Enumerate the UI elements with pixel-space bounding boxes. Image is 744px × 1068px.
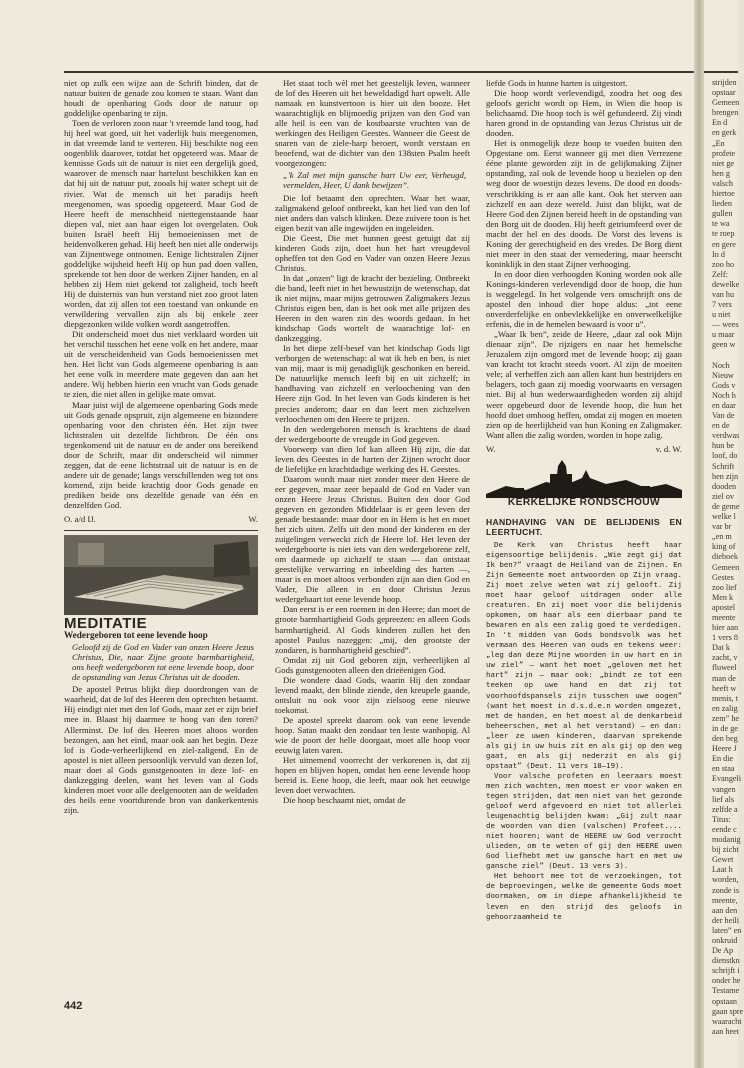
paragraph: Het is onmogelijk deze hoop te voeden buiten den Opgestane om. Eerst wanneer gij met dien Verrezene ééne plante geworden zijt in de gelijkmaking Zijner opstanding, zal ook de levende hoop u bezielen op den weg door de woestijn dezes levens. De dood en doods-verschrikking is er aan alle kant. Ook het sterven aan zichzelf en aan deze wereld. Juist dan blijkt, wat de Heere God den Zijnen bereid heeft in de opstanding van den Borg uit de dooden. Hij heeft getriumfeerd over de macht der hel en des doods. De Vorst des levens is Koning der gerechtigheid en des vredes. De Borg dient niet meer in den staat der vernedering, maar heerscht koninklijk in den staat Zijner verhooging. <box>486 138 682 269</box>
cropped-line: Heere J <box>712 744 737 754</box>
cropped-line: de geme <box>712 501 740 511</box>
cropped-line: zem” he <box>712 713 740 723</box>
section-heading: HANDHAVING VAN DE BELIJDENIS EN LEERTUCHT. <box>486 516 682 537</box>
cropped-line: en staa <box>712 764 735 774</box>
cropped-line: hier aan <box>712 623 739 633</box>
cropped-line: aan den <box>712 905 738 915</box>
paragraph: Het uitnemend voorrecht der verkorenen is, dat zij hopen en blijven hopen, omdat hen eene levende hoop bereid is. Eene hoop, die leeft, maar ook het eeuwige leven doet verwachten. <box>275 755 470 796</box>
meditatie-illustration <box>64 535 258 615</box>
header-rule <box>64 71 738 73</box>
cropped-line: loof, do <box>712 451 738 461</box>
cropped-line: geen w <box>712 340 736 350</box>
paragraph: In en door dien verhoogden Koning worden ook alle Konings-kinderen verlevendigd door de hoop, die hun is weggelegd. In het volgende vers omschrijft ons de apostel den inhoud dier hope aldus: „tot eene onverderfelijke en onbevlekkelijke en onverwelkelijke erfenis, die in de hemelen bewaard is voor u”. <box>486 268 682 330</box>
cropped-line: verdwas <box>712 431 740 441</box>
cropped-line: opstaar <box>712 88 736 98</box>
paragraph: In dat „onzen” ligt de kracht der bezieling. Ontbreekt die band, leeft niet in het bewustzijn de wetenschap, dat ik niet mijns, maar mijns getrouwen Zaligmakers Jezus Christus eigen ben, dan is het ook met alle prijzen des Heeren in den waren zin des woords gedaan. In het kindschap Gods wortelt de waarachtige lof- en dankzegging. <box>275 272 470 344</box>
paragraph: Maar juist wijl de algemeene openbaring Gods mede uit Gods genade opspruit, zijn algemeene en bizondere openbaring voor den christen één. Het zijn twee lichtstralen uit dezelfde lichtbron. De één ons tegenkomend uit de natuur en de ander ons bereikend door de Schrift, maar dit onderscheid wil nimmer zeggen, dat de eene lichtstraal uit de natuur is en de andere uit de genade; langs verschillenden weg tot ons komend, zijn beide krachtig door Gods genade en prediken beide ons dezelfde genade van één en denzelfden God. <box>64 399 258 510</box>
cropped-line: aan heet <box>712 1026 740 1036</box>
cropped-line: te roep <box>712 229 735 239</box>
cropped-line: dooden <box>712 481 737 491</box>
cropped-line <box>704 351 744 361</box>
divider <box>64 530 258 531</box>
cropped-line: worden, <box>712 875 739 885</box>
cropped-line: hiertoe <box>712 189 735 199</box>
cropped-line: Testame <box>712 986 740 996</box>
cropped-line: en gere <box>712 239 736 249</box>
column-2 <box>275 78 470 1038</box>
paragraph: Dit onderscheid moet dus niet verklaard worden uit het verschil tusschen het eene volk en het andere, maar uit de verscheidenheid van Gods bemoeienissen met hen. Het licht van Gods algemeene openbaring is aan het eene volk in meerdere mate gegeven dan aan het andere. Wij hebben hierin een vrucht van Gods genade te zien, die niet allen in gelijke mate omvat. <box>64 329 258 400</box>
cropped-line: u niet <box>712 310 731 320</box>
cropped-line: En die <box>712 754 734 764</box>
cropped-line: De Ap <box>712 946 734 956</box>
paragraph: Toen de verloren zoon naar 't vreemde land toog, had hij heel wat goed, uit het vaderlijk huis meegenomen, in dat vreemde land te verteren. Hij beschikte nog een oogenblik daarover, totdat het opgeteerd was. Maar de kennisse Gods uit de natuur is niet een dergelijk goed, waarover de mensch naar hartelust beschikken kan en dat hij uit de natuur put, zooals hij water schept uit de rivier. Wat de mensch uit het paradijs heeft meegenomen, was spoedig opgeteerd. Maar God de Heere heeft de menschheid niettegenstaande haar diepen val, niet aan haar eigen lot overgelaten. Ook buiten Israël heeft Hij bemoeienissen met de heidenvolkeren gehad. Hij heeft hen niet alle onderwijs van Zijnentwege ontnomen. Eenige lichtstralen Zijner goddelijke wijsheid heeft Hij op hun pad doen vallen, sprekende tot hen door de werken Zijner handen, en al hebben zij Hem niet gekend tot zaligheid, toch heeft Hij de duisternis van hun verstand niet zoo groot laten worden, dat zij allen tot een toestand van onkunde en verwildering vervallen zijn als bij enkele zeer diepgezonken wilde volken wordt aangetroffen. <box>64 118 258 330</box>
meditatie-quote: Geloofd zij de God en Vader van onzen Heere Jezus Christus, Die, naar Zijne groote barmhartigheid, ons heeft wedergeboren tot eene levende hoop, door de opstanding van Jezus Christus uit de dooden. <box>72 642 254 683</box>
cropped-line: vangen <box>712 784 736 794</box>
cropped-line: „En <box>712 138 725 148</box>
cropped-line: niet ge <box>712 158 735 168</box>
cropped-line: Schrift <box>712 461 735 471</box>
signature-left: W. <box>486 443 496 454</box>
cropped-line: zoo ho <box>712 259 735 269</box>
cropped-line: Dat k <box>712 643 730 653</box>
cropped-line: in de ge <box>712 724 738 733</box>
cropped-line: zacht, v <box>712 653 738 663</box>
cropped-line: lieden <box>712 199 733 209</box>
cropped-line: u maar <box>712 330 735 340</box>
page-gutter <box>694 0 704 1068</box>
cropped-line: modanig <box>712 835 741 845</box>
cropped-line: waaracht <box>712 1016 742 1026</box>
cropped-line: menis, t <box>712 693 738 703</box>
paragraph: In den wedergeboren mensch is krachtens de daad der wedergeboorte de vreugde in God gegeven. <box>275 423 470 444</box>
cropped-line: en de <box>712 421 730 431</box>
paragraph: niet op zulk een wijze aan de Schrift binden, dat de natuur buiten de genade zou komen te staan. Want dan houdt de openbaring Gods door de natuur op goddelijke openbaring te zijn. <box>64 78 258 119</box>
cropped-line: dieboek <box>712 552 738 562</box>
paragraph: Het behoort mee tot de verzoekingen, tot de beproevingen, welke de gemeente Gods moet doormaken, om in diepe afhankelijkheid te leven en den strijd des geloofs in gehoorzaamheid te <box>486 871 682 921</box>
paragraph: De apostel spreekt daarom ook van eene levende hoop. Satan maakt den zondaar ten leste wanhopig. Al wie de poort der helle doorgaat, moet alle hoop voor eeuwig laten varen. <box>275 714 470 756</box>
paragraph: Omdat zij uit God geboren zijn, verheerlijken al Gods gunstgenooten alleen den drieëenigen God. <box>275 654 470 675</box>
cropped-line: Zelf: <box>712 269 728 279</box>
cropped-line: meente <box>712 612 736 622</box>
cropped-line: profete <box>712 148 736 158</box>
cropped-line: Gemeen <box>712 562 740 572</box>
cropped-line: heeft w <box>712 683 737 693</box>
cropped-line: der heili <box>712 915 740 925</box>
cropped-line: man de <box>712 673 736 683</box>
paragraph: „Waar Ik ben”, zeide de Heere, „daar zal ook Mijn dienaar zijn”. De rijzigers en naar het hemelsche Jeruzalem zijn omgord met de levende hoop; zij gaan van kracht tot kracht steeds voort. Al zijn de moeiten vele; al verheffen zich aan allen kant hun bestrijders en belagers, toch gaan zij moedig voorwaarts en versagen niet. Bij al hun wederwaardigheden worden zij altijd weer opgebeurd door de levende hoop, die hun het hoofd doet omhoog heffen, omdat zij mogen en moeten zien op de heerlijkheid van hun Koning en Zaligmaker. Want allen die zalig worden, worden in hope zalig. <box>486 329 682 440</box>
cropped-line: meente, <box>712 895 738 905</box>
column-3 <box>486 78 682 1038</box>
cropped-line: laten” en <box>712 925 742 935</box>
signature-right: v. d. W. <box>655 443 682 454</box>
cropped-line: eende c <box>712 824 737 834</box>
cropped-line: „en m <box>712 532 732 542</box>
cropped-line: 1 vers 8 <box>712 633 738 643</box>
cropped-line: In d <box>712 249 725 259</box>
cropped-line: — wees <box>712 320 739 330</box>
paragraph: Die lof betaamt den oprechten. Waar het waar, zaligmakend geloof ontbreekt, kan het lied van den lof niet anders dan valsch klinken. Deze zuivere toon is het eigen bezit van alle ingewijden en ingeleiden. <box>275 192 470 233</box>
paragraph: De apostel Petrus blijkt diep doordrongen van de waarheid, dat de lof des Heeren den oprechten betaamt. Hij eindigt niet met den lof Gods, maar zet er zijn brief mee in. Blaast hij daarmee te hoog van den toren? Allerminst. De lof des Heeren moet altoos worden bezongen, aan het eind, maar ook aan het begin. Deze lof is Gode-verheerlijkend en ziel-zaligend. En de apostel is niet alleen persoonlijk vervuld van dezen lof, maar doet al Gods gunstgenooten in deze lof- en dankzegging deelen, want het leven van al Gods kinderen moet voor alle deelgenooten aan de weldaden des heils eene voortdurende bron van dankerkentenis zijn. <box>64 684 258 815</box>
cropped-line: en zalig <box>712 703 738 713</box>
cropped-line: te wa <box>712 219 730 229</box>
meditatie-title: MEDITATIE <box>64 615 148 633</box>
cropped-line: fluweel <box>712 663 737 673</box>
cropped-line: den beg <box>712 734 738 744</box>
cropped-line: dewelke <box>712 279 740 289</box>
cropped-line: Men k <box>712 592 734 602</box>
cropped-line: 7 vers <box>712 300 732 310</box>
cropped-line: Titus: <box>712 814 731 824</box>
cropped-line: hen g <box>712 168 730 178</box>
paragraph: Die hoop wordt verlevendigd, zoodra het oog des geloofs gericht wordt op Hem, in Wien die hoop is belichaamd. Die hoop toch is wèl gefundeerd. Zij vindt haren grond in de opstanding van Jezus Christus uit de dooden. <box>486 88 682 139</box>
psalm-quote: „'k Zal met mijn gansche hart Uw eer, Verheugd, vermelden, Heer, U dank bewijzen”. <box>283 170 466 191</box>
cropped-line: welke l <box>712 512 736 522</box>
paragraph: liefde Gods in hunne harten is uitgestort. <box>486 78 628 88</box>
cropped-line: Nieuw <box>712 370 734 380</box>
cropped-line: strijden <box>712 78 737 87</box>
meditatie-subtitle: Wedergeboren tot eene levende hoop <box>64 630 208 641</box>
kerkelijke-rondschouw-title: KERKELIJKE RONDSCHOUW <box>507 496 661 508</box>
cropped-line: gaan spre <box>712 1006 744 1016</box>
cropped-line: en gerk <box>712 128 737 138</box>
cropped-line: onkruid <box>712 935 738 945</box>
cropped-line: van hu <box>712 289 735 299</box>
cropped-line: king of <box>712 542 736 552</box>
cropped-line: Laat h <box>712 865 733 875</box>
cropped-line: Van de <box>712 411 735 421</box>
cropped-line: Noch <box>712 360 730 370</box>
paragraph: Voorwerp van dien lof kan alleen Hij zijn, die dat leven des Geestes in de harten der Zijnen wrocht door de liefelijke en krachtdadige werking des H. Geestes. <box>275 443 470 474</box>
paragraph: Die wondere daad Gods, waarin Hij den zondaar levend maakt, den blinde ziende, den kreupele gaande, ontsluit nu ook voor zijn zielsoog eene nieuwe toekomst. <box>275 674 470 715</box>
cropped-line: opstaan <box>712 996 738 1006</box>
signature-left: O. a/d IJ. <box>64 514 96 525</box>
kerkelijke-rondschouw-banner <box>486 460 682 514</box>
paragraph: Daarom wordt maar niet zonder meer den Heere de eer gegeven, maar zeer bepaald de God en Vader van onzen Heere Jezus Christus. Buiten den door God gegeven en gezonden Middelaar is er geen leven der genade bestaande: maar door en in Hem is het en moet het zich uiten. Zelfs uit den mond der kinderen en der zuigelingen verweckt zich de Heere lof. Het leven der wedergeboorte is niet iets van den wedergeborene zelf, om daarmede op zichzelf te staan — dan ontstaat geestelijke verwarring en inbeelding des harten —, maar is en moet altoos verbonden zijn aan dien God en Vader, Die alleen in en door Christus Jezus wedergebaart tot eene levende hoop. <box>275 473 470 605</box>
paragraph: Die hoop beschaamt niet, omdat de <box>283 795 406 806</box>
cropped-line: var br <box>712 522 732 532</box>
cropped-line: En d <box>712 118 728 128</box>
cropped-line: valsch <box>712 178 733 188</box>
signature-row <box>486 444 682 454</box>
cropped-line: Gods v <box>712 380 736 390</box>
paragraph: Dan eerst is er een roemen in den Heere; dan moet de groote barmhartigheid Gods gepreezen: en alleen Gods barmhartigheid. Al Gods kinderen zullen het den apostel Paulus nazeggen: „mij, den grootste der zondaren, is barmhartigheid geschied”. <box>275 604 470 655</box>
paragraph: In het diepe zelf-besef van het kindschap Gods ligt verborgen de wetenschap: al wat ik heb en ben, is niet van mij, maar is mij genadiglijk geschonken en bereid. De natuurlijke mensch leeft bij en uit zichzelf; in handhaving van zichzelf en verloochening van den Heere zijn God. In het leven van Gods kinderen is het precies anderom; daar en dan leert men zichzelven verloochenen om den Heere te prijzen. <box>275 343 470 424</box>
paragraph: Het staat toch wèl met het geestelijk leven, wanneer de lof des Heeren uit het beweldadigd hart opwelt. Alle namaak en kunstvertoon is hier uit den booze. Het waarachtiglijk en blijmoedig prijzen van den God van alle heil is een van de kostbaarste vruchten van de werkingen des Heiligen Geestes. Wanneer die Geest de snaren van de ziele-harp beroert, wordt verstaan en beoefend, wat de dichter van den 138sten Psalm heeft voorgezongen: <box>275 78 470 169</box>
column-4-cropped <box>704 78 744 1038</box>
cropped-line: en daar <box>712 401 736 410</box>
signature-right: W. <box>248 514 258 525</box>
church-silhouette-icon <box>486 460 682 498</box>
cropped-line: apostel <box>712 602 736 612</box>
cropped-line: brengen <box>712 108 739 118</box>
cropped-line: gullen <box>712 209 733 219</box>
signature-row <box>64 514 258 524</box>
page-number: 442 <box>64 1000 83 1012</box>
cropped-line: ziel ov <box>712 491 735 501</box>
cropped-line: Gestes <box>712 572 734 582</box>
cropped-line: Gewet <box>712 855 734 865</box>
paragraph: Voor valsche profeten en leeraars moest men zich wachten, men moest er voor waken en tegen strijden, dat men niet van het gezonde geloof werd afgevoerd en niet tot allerlei leugenachtig belijden kwam: „Gij zult naar de woorden van dien (valschen) Profeet.... niet hooren; want de HEERE uw God verzocht ulieden, om te weten of gij den HEERE uwen God liefhebt met uw gansche hart en met uw gansche ziel” (Deut. 13 vers 3). <box>486 770 682 871</box>
cropped-line: zonde is <box>712 885 740 895</box>
cropped-line: hen zijn <box>712 471 739 481</box>
paragraph: Die Geest, Die met hunnen geest getuigt dat zij kinderen Gods zijn, doet hun het hart vreugdevol opheffen tot den God en Vader van onzen Heere Jezus Christus. <box>275 232 470 273</box>
cropped-line: lief als <box>712 794 735 804</box>
cropped-line: Gemeen <box>712 98 740 108</box>
column-1 <box>64 78 258 1038</box>
cropped-line: hun be <box>712 441 735 451</box>
cropped-line: onder he <box>712 976 741 986</box>
paragraph: De Kerk van Christus heeft haar eigensoortige belijdenis. „Wie zegt gij dat Ik ben?” vraagt de Heiland van de Zijnen. En Zijn Gemeente moet antwoorden op Zijn vraag. Zij moet zelve weten wat zij gelooft. Zij moet haar geloof uitdragen onder alle creaturen. En zij moet voor die belijdenis opkomen, om haar als een dierbaar pand te bewaren en als een zalig goed te verdedigen. In 't midden van Gods bondsvolk was het vermaan des Heeren van ouds en tekens weer: „leg dan deze Mijne woorden in uw hart en in uw ziel” — want het moet „geloven met het hart” zijn — maar ook: „bindt ze tot een teeken op uwe hand en dat zij tot voorhoofdspansels zijn tusschen uwe oogen” (want het moest in d.s.d.e.n worden omgezet, met de handen, en het moest al de denkarbeid beheerschen, met al het verstand) — en dan: „leer ze uwen kinderen, daarvan sprekende als gij in uw huis zit en als gij op den weg gaat, en als gij nederzit en als gij opstaat” (Deut. 11 vers 18—19). <box>486 539 682 770</box>
cropped-line: Noch h <box>712 390 736 400</box>
cropped-line: bij zicht <box>712 845 739 855</box>
cropped-line: dienstkn <box>712 956 740 966</box>
cropped-line: zoo lief <box>712 582 737 592</box>
cropped-line: schrijft i <box>712 966 740 976</box>
cropped-line: zelfde a <box>712 804 738 814</box>
cropped-line: Evangeli <box>712 774 742 784</box>
